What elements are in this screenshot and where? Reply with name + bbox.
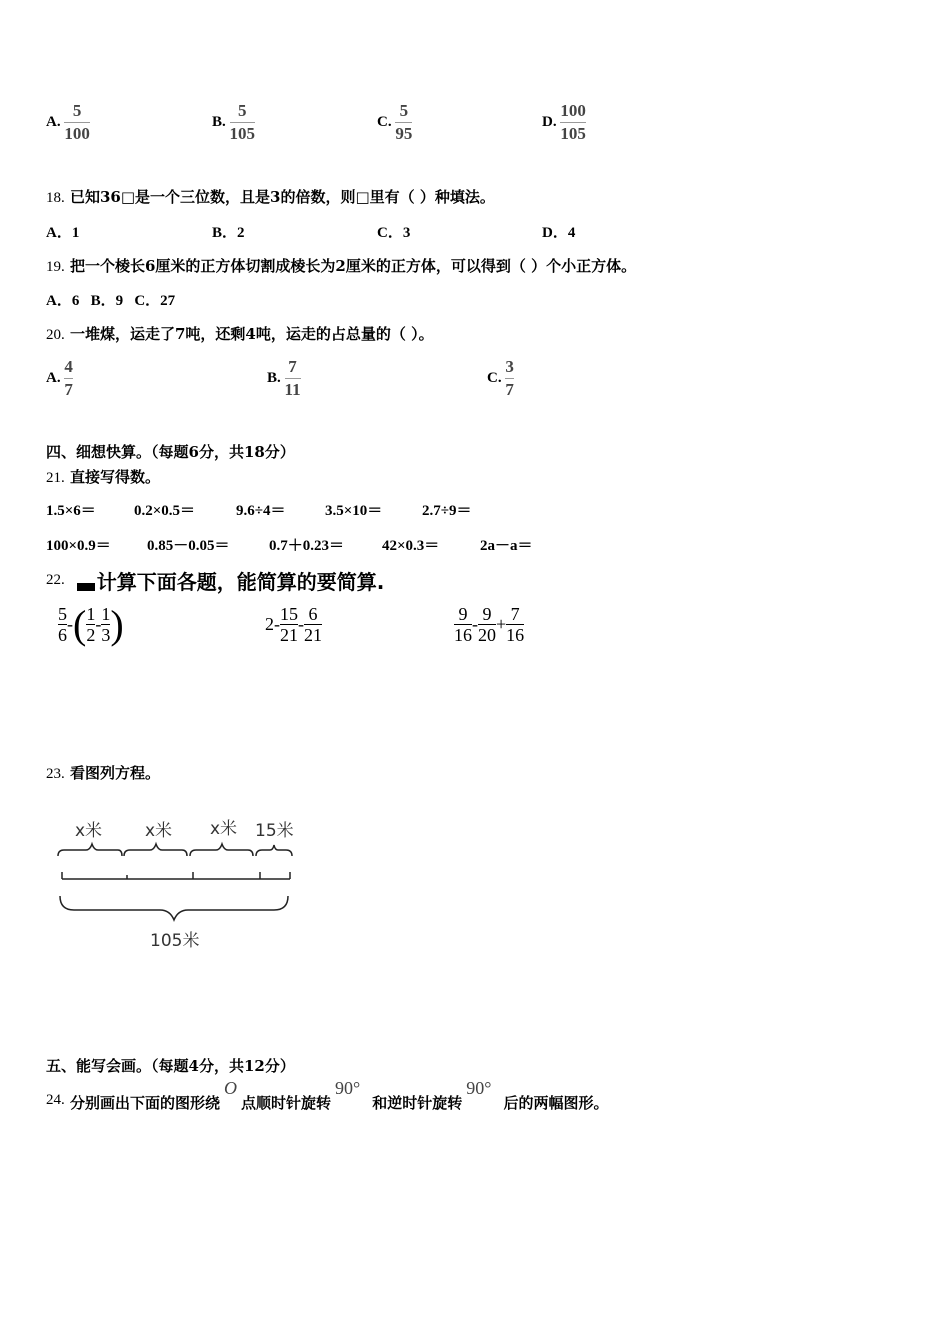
q21-item: 100×0.9＝ bbox=[46, 538, 111, 554]
q22-expression-3: 9 16 - 9 20 + 7 16 bbox=[454, 604, 525, 645]
q21-item: 2.7÷9＝ bbox=[422, 503, 472, 519]
section-4-title: 四、细想快算。（每题6分，共18分） bbox=[46, 443, 295, 461]
q21-item: 42×0.3＝ bbox=[382, 538, 440, 554]
q18-option-a: A．1 bbox=[46, 225, 80, 241]
q20-option-c: C. $\frac{3}{7}$ bbox=[487, 357, 514, 399]
q19-question: 19. 把一个棱长6厘米的正方体切割成棱长为2厘米的正方体，可以得到（ ）个小正方体。 bbox=[46, 257, 637, 275]
section-5-title: 五、能写会画。（每题4分，共12分） bbox=[46, 1057, 295, 1075]
q18-option-d: D．4 bbox=[542, 225, 576, 241]
q22-expression-2: 2 - 15 21 - 6 21 bbox=[265, 604, 322, 645]
segment-label: x米 bbox=[210, 819, 238, 839]
q17-option-b: B. $\frac{5}{105}$ bbox=[212, 101, 256, 143]
q21-item: 1.5×6＝ bbox=[46, 503, 96, 519]
q22-expression-1: 5 6 - ( 1 2 - 1 3 ) bbox=[58, 601, 124, 647]
q21-item: 3.5×10＝ bbox=[325, 503, 383, 519]
q19-options: A．6 B．9 C．27 bbox=[46, 293, 176, 309]
q18-question: 18. 已知36□是一个三位数，且是3的倍数，则□里有（ ）种填法。 bbox=[46, 188, 495, 206]
segment-label: x米 bbox=[75, 821, 103, 841]
q17-option-c: C. $\frac{5}{95}$ bbox=[377, 101, 413, 143]
q24-question: 24. 分别画出下面的图形绕 O 点顺时针旋转 90° 和逆时针旋转 90° 后的两幅图形。 bbox=[46, 1078, 609, 1112]
q18-option-c: C．3 bbox=[377, 225, 411, 241]
q21-question: 21. 直接写得数。 bbox=[46, 468, 160, 486]
q21-item: 0.7＋0.23＝ bbox=[269, 538, 345, 554]
segment-label: 15米 bbox=[255, 821, 294, 841]
q20-option-a: A. $\frac{4}{7}$ bbox=[46, 357, 73, 399]
q21-item: 9.6÷4＝ bbox=[236, 503, 286, 519]
total-label: 105米 bbox=[150, 931, 200, 951]
q17-option-d: D. $\frac{100}{105}$ bbox=[542, 101, 586, 143]
q18-option-b: B．2 bbox=[212, 225, 245, 241]
q21-item: 0.85－0.05＝ bbox=[147, 538, 230, 554]
q22-question: 22. 计算下面各题，能简算的要简算. bbox=[46, 570, 385, 594]
q21-item: 0.2×0.5＝ bbox=[134, 503, 196, 519]
q23-question: 23. 看图列方程。 bbox=[46, 764, 160, 782]
q17-option-a: A. $\frac{5}{100}$ bbox=[46, 101, 90, 143]
q20-option-b: B. $\frac{7}{11}$ bbox=[267, 357, 301, 399]
q21-item: 2a－a＝ bbox=[480, 538, 533, 554]
segment-label: x米 bbox=[145, 821, 173, 841]
q20-question: 20. 一堆煤，运走了7吨，还剩4吨，运走的占总量的（ ）。 bbox=[46, 325, 434, 343]
line-segment-diagram bbox=[50, 812, 310, 957]
box-mark bbox=[77, 583, 95, 591]
